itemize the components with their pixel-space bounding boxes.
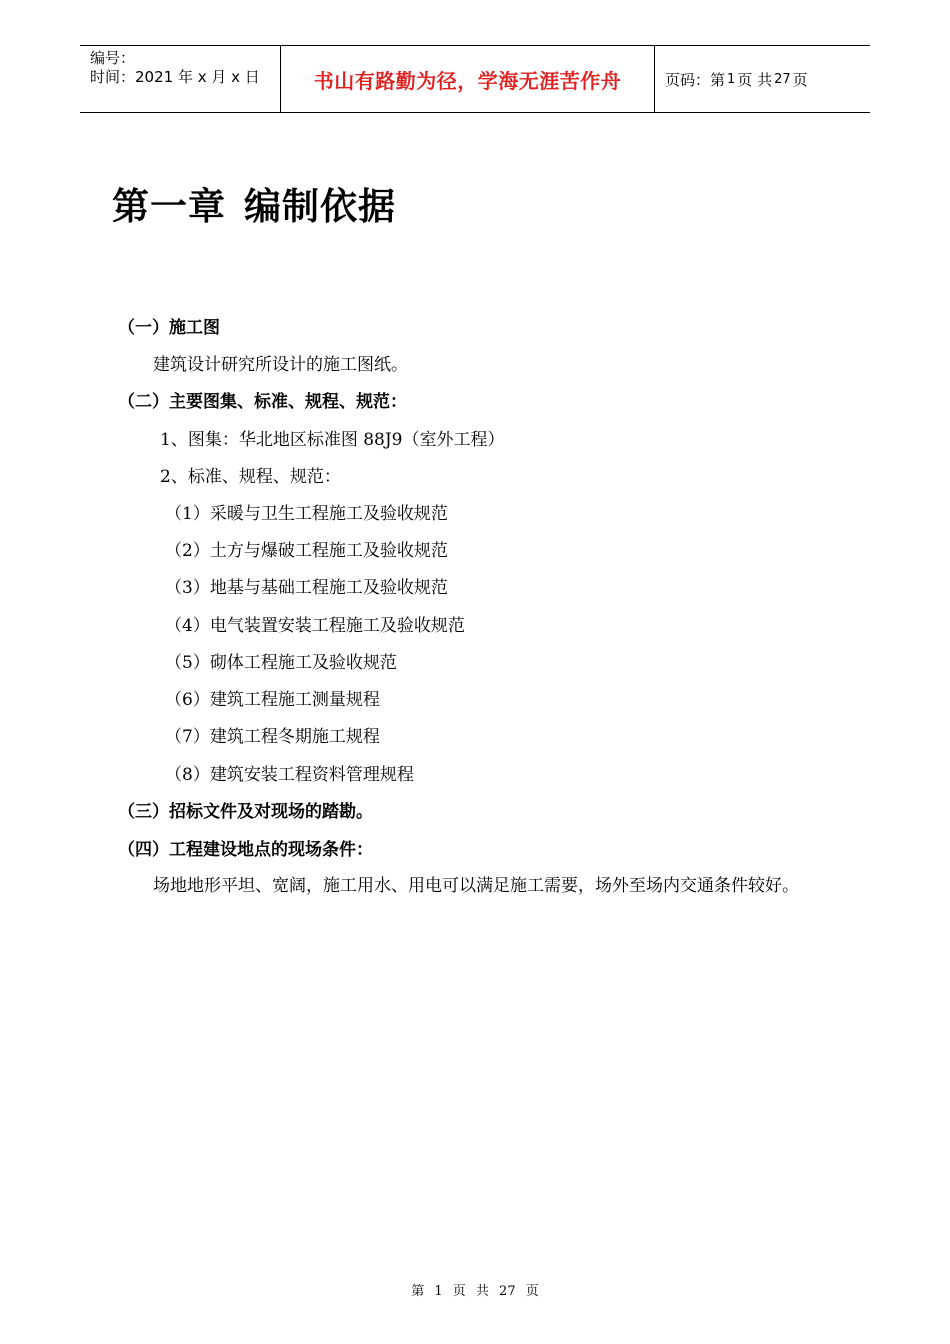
page-current: 1: [727, 71, 736, 87]
section-4-title: （四）工程建设地点的现场条件：: [118, 840, 373, 860]
date-label: 时间：2021 年 x 月 x 日: [90, 68, 260, 86]
section-4-text: 场地地形平坦、宽阔，施工用水、用电可以满足施工需要，场外至场内交通条件较好。: [153, 876, 799, 896]
standard-item-4: （4）电气装置安装工程施工及验收规范: [165, 616, 465, 636]
section-2-item-2: 2、标准、规程、规范：: [160, 467, 341, 487]
page-mid: 页 共: [737, 70, 773, 89]
section-3-title: （三）招标文件及对现场的踏勘。: [118, 802, 373, 822]
header-meta: [80, 46, 281, 112]
section-1-title: （一）施工图: [118, 318, 220, 338]
section-2-title: （二）主要图集、标准、规程、规范：: [118, 392, 407, 412]
standard-item-8: （8）建筑安装工程资料管理规程: [165, 765, 414, 785]
standard-item-7: （7）建筑工程冬期施工规程: [165, 727, 380, 747]
document-header: [80, 45, 870, 113]
page-suffix: 页: [792, 70, 808, 89]
standard-item-1: （1）采暖与卫生工程施工及验收规范: [165, 504, 448, 524]
page-footer: 第 1 页 共 27 页: [411, 1284, 539, 1299]
section-2-item-1: 1、图集：华北地区标准图 88J9（室外工程）: [160, 430, 505, 450]
standard-item-2: （2）土方与爆破工程施工及验收规范: [165, 541, 448, 561]
chapter-title: 编制依据: [244, 185, 396, 228]
section-1-text: 建筑设计研究所设计的施工图纸。: [153, 355, 408, 375]
standard-item-5: （5）砌体工程施工及验收规范: [165, 653, 397, 673]
standard-item-6: （6）建筑工程施工测量规程: [165, 690, 380, 710]
chapter-number: 第一章: [112, 185, 226, 228]
header-page-info: [655, 46, 870, 112]
number-label: 编号：: [90, 49, 136, 67]
page-prefix: 页码：第: [665, 70, 726, 89]
chapter-heading: [112, 176, 396, 230]
standard-item-3: （3）地基与基础工程施工及验收规范: [165, 578, 448, 598]
header-motto: 书山有路勤为径，学海无涯苦作舟: [281, 46, 655, 112]
page-total: 27: [774, 71, 791, 87]
